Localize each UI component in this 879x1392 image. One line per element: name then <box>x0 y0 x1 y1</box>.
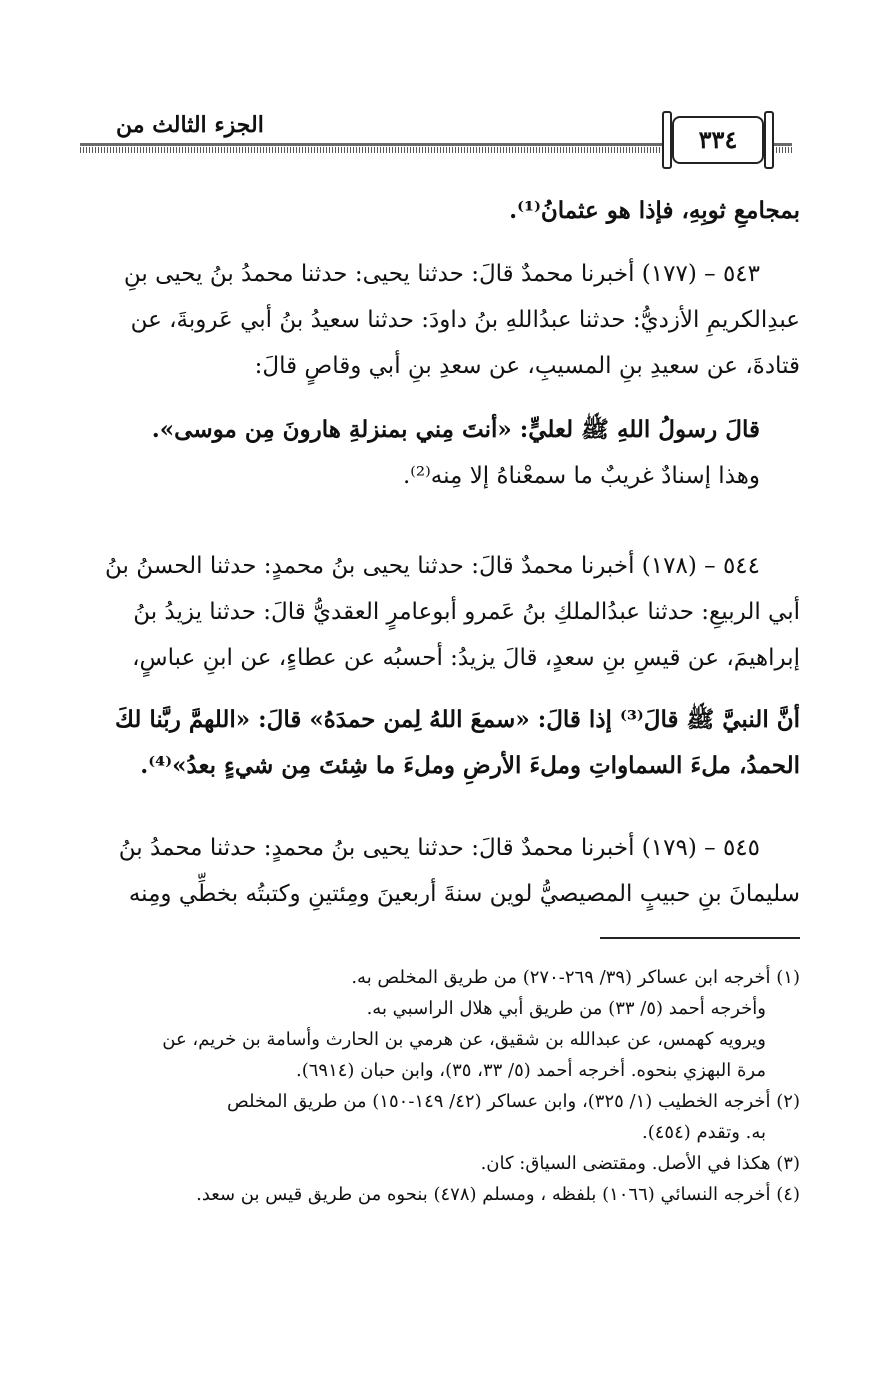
text-line: ٥٤٥ – (١٧٩) أخبرنا محمدٌ قالَ: حدثنا يحيى بنُ محمدٍ: حدثنا محمدُ بنُ <box>118 835 760 861</box>
footnote-line: وأخرجه أحمد (٥/ ٣٣) من طريق أبي هلال الراسبي به. <box>366 998 766 1019</box>
page-number: ٣٣٤ <box>672 116 764 164</box>
footnote-line: مرة البهزي بنحوه. أخرجه أحمد (٥/ ٣٣، ٣٥)، وابن حبان (٦٩١٤). <box>296 1060 766 1081</box>
text-line: بمجامعِ ثوبِهِ، فإذا هو عثمانُ⁽¹⁾. <box>509 197 800 224</box>
text-line: سليمانَ بنِ حبيبٍ المصيصيُّ لوين سنةَ أربعينَ ومِئتينِ وكتبتُه بخطِّي ومِنه <box>128 881 800 907</box>
hadith-matn: قالَ رسولُ اللهِ ﷺ لعليٍّ: «أنتَ مِني بمنزلةِ هارونَ مِن موسى». <box>151 416 760 443</box>
main-text <box>80 188 800 234</box>
text-line: عبدِالكريمِ الأزديُّ: حدثنا عبدُاللهِ بنُ داودَ: حدثنا سعيدُ بنُ أبي عَروبةَ، عن <box>130 307 800 333</box>
footnote-line: (٤) أخرجه النسائي (١٠٦٦) بلفظه ، ومسلم (٤٧٨) بنحوه من طريق قيس بن سعد. <box>196 1184 800 1205</box>
hadith-545 <box>80 825 800 917</box>
text-line: وهذا إسنادٌ غريبٌ ما سمعْناهُ إلا مِنه⁽²⁾. <box>402 463 760 489</box>
footnote-line: به. وتقدم (٤٥٤). <box>641 1122 766 1143</box>
text-line: قتادةَ، عن سعيدِ بنِ المسيبِ، عن سعدِ بنِ أبي وقاصٍ قالَ: <box>254 353 800 379</box>
hadith-matn: أنَّ النبيَّ ﷺ قالَ⁽³⁾ إذا قالَ: «سمعَ اللهُ لِمن حمدَهُ» قالَ: «اللهمَّ ربَّنا لكَ <box>114 706 800 733</box>
footnote-line: ويرويه كهمس، عن عبدالله بن شقيق، عن هرمي بن الحارث وأسامة بن خريم، عن <box>162 1029 766 1050</box>
text-line: ٥٤٤ – (١٧٨) أخبرنا محمدٌ قالَ: حدثنا يحيى بنُ محمدٍ: حدثنا الحسنُ بنُ <box>105 553 760 579</box>
text-line: أبي الربيعِ: حدثنا عبدُالملكِ بنُ عَمرو أبوعامرٍ العقديُّ قالَ: حدثنا يزيدُ بنُ <box>133 599 800 625</box>
page-header <box>80 112 792 162</box>
text-line: ٥٤٣ – (١٧٧) أخبرنا محمدٌ قالَ: حدثنا يحيى: حدثنا محمدُ بنُ يحيى بنِ <box>123 261 760 287</box>
footnote-line: (٢) أخرجه الخطيب (١/ ٣٢٥)، وابن عساكر (٤٢/ ١٤٩-١٥٠) من طريق المخلص <box>226 1091 800 1112</box>
footnote-line: (١) أخرجه ابن عساكر (٣٩/ ٢٦٩-٢٧٠) من طريق المخلص به. <box>351 967 800 988</box>
hadith-543 <box>80 251 800 499</box>
footnote-separator <box>600 937 800 939</box>
hadith-matn: الحمدُ، ملءَ السماواتِ وملءَ الأرضِ وملءَ ما شِئتَ مِن شيءٍ بعدُ»⁽⁴⁾. <box>140 752 800 779</box>
hadith-544 <box>80 543 800 789</box>
text-line: إبراهيمَ، عن قيسِ بنِ سعدٍ، قالَ يزيدُ: أحسبُه عن عطاءٍ، عن ابنِ عباسٍ، <box>132 645 800 671</box>
running-title: الجزء الثالث من <box>110 112 270 138</box>
footnotes <box>90 962 800 1210</box>
footnote-line: (٣) هكذا في الأصل. ومقتضى السياق: كان. <box>480 1153 800 1174</box>
